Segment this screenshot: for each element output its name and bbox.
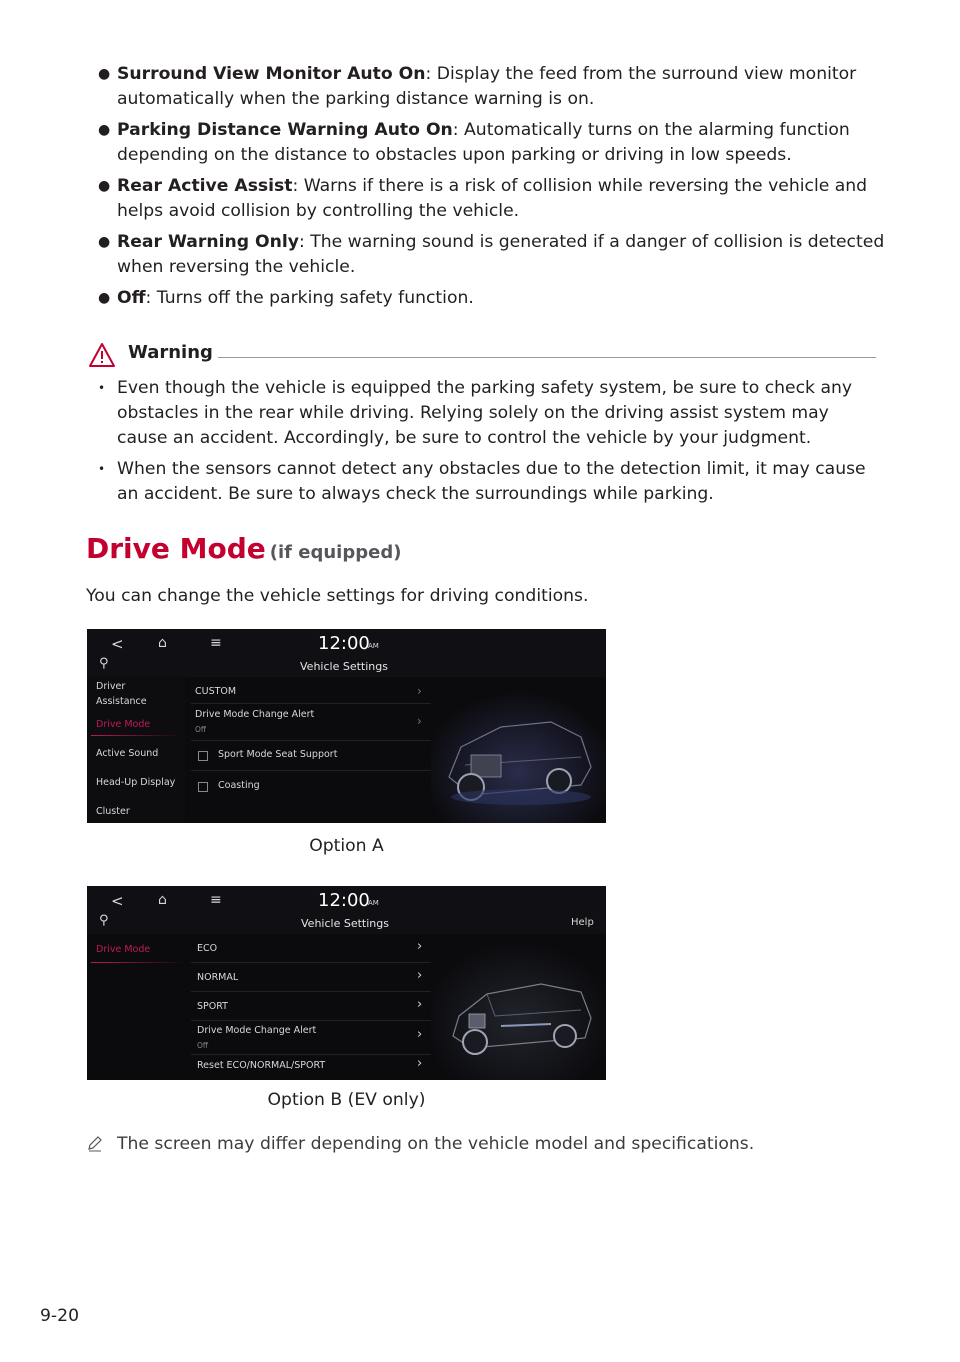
sidebar-item-cluster[interactable]: Cluster [96, 806, 130, 817]
sidebar-item-head-up-display[interactable]: Head-Up Display [96, 777, 176, 788]
clock-ampm: AM [368, 899, 379, 907]
screen-option-a [87, 629, 606, 823]
note: The screen may differ depending on the vehicle model and specifications. [86, 1134, 886, 1154]
list-item: ● Rear Warning Only: The warning sound is generated if a danger of collision is detected when reversing the vehicle. [98, 232, 885, 277]
sidebar-item-drive-mode[interactable]: Drive Mode [96, 944, 151, 955]
clock-time: 12:00 [318, 890, 370, 911]
warning-header [88, 340, 876, 370]
list-item: ● Off: Turns off the parking safety function. [98, 288, 474, 308]
help-button[interactable]: Help [571, 917, 594, 928]
warning-title: Warning [128, 342, 213, 363]
menu-item-drive-mode-change-alert[interactable]: Drive Mode Change Alert [195, 709, 315, 720]
caption-option-b: Option B (EV only) [267, 1090, 426, 1110]
chevron-right-icon: › [417, 997, 423, 1012]
menu-item-drive-mode-change-alert[interactable]: Drive Mode Change Alert [197, 1025, 317, 1036]
drive-mode-change-alert-value: Off [195, 725, 207, 734]
clock-ampm: AM [368, 642, 379, 650]
sidebar-item-driver-assistance[interactable]: Driver [96, 681, 126, 692]
home-icon[interactable]: ⌂ [158, 635, 167, 651]
screen-title: Vehicle Settings [301, 917, 389, 930]
screen-title: Vehicle Settings [300, 660, 388, 673]
menu-item-coasting[interactable]: Coasting [218, 780, 260, 791]
menu-icon[interactable]: ≡ [210, 635, 222, 651]
search-icon[interactable]: ⚲ [99, 656, 109, 671]
warning-divider [218, 357, 876, 358]
back-icon[interactable]: < [111, 635, 124, 653]
section-title: Drive Mode (if equipped) [86, 532, 402, 565]
section-intro: You can change the vehicle settings for driving conditions. [86, 586, 589, 606]
section-subtitle: (if equipped) [269, 542, 402, 563]
sport-mode-seat-support-checkbox[interactable] [198, 751, 208, 761]
coasting-checkbox[interactable] [198, 782, 208, 792]
menu-item-eco[interactable]: ECO [197, 943, 218, 954]
menu-item-sport[interactable]: SPORT [197, 1001, 228, 1012]
sidebar-item-drive-mode[interactable]: Drive Mode [96, 719, 151, 730]
list-item: ● Parking Distance Warning Auto On: Automatically turns on the alarming function depending on the distance to obstacles upon parking or driving in low speeds. [98, 120, 850, 165]
menu-item-normal[interactable]: NORMAL [197, 972, 239, 983]
warning-triangle-icon [88, 342, 116, 368]
page-number: 9-20 [40, 1306, 80, 1326]
menu-icon[interactable]: ≡ [210, 892, 222, 908]
warning-list [92, 376, 882, 513]
menu-item-sport-mode-seat-support[interactable]: Sport Mode Seat Support [218, 749, 338, 760]
chevron-right-icon: › [417, 1056, 423, 1071]
parking-safety-options-list [92, 62, 892, 317]
list-item: • When the sensors cannot detect any obstacles due to the detection limit, it may cause an accident. Be sure to always check the surroundings while parking. [98, 459, 866, 504]
chevron-right-icon: › [417, 968, 423, 983]
home-icon[interactable]: ⌂ [158, 892, 167, 908]
clock-time: 12:00 [318, 633, 370, 654]
list-item: ● Rear Active Assist: Warns if there is a risk of collision while reversing the vehicle and helps avoid collision by controlling the vehicle. [98, 176, 868, 221]
vehicle-chassis-image [431, 677, 606, 823]
list-item: ● Surround View Monitor Auto On: Display the feed from the surround view monitor automatically when the parking distance warning is on. [98, 64, 857, 109]
sidebar-item-active-sound[interactable]: Active Sound [96, 748, 159, 759]
screen-option-b [87, 886, 606, 1080]
search-icon[interactable]: ⚲ [99, 913, 109, 928]
chevron-right-icon: › [417, 939, 423, 954]
chevron-right-icon: › [417, 1027, 423, 1042]
note-pencil-icon [86, 1134, 104, 1152]
caption-option-a: Option A [309, 836, 384, 856]
chevron-right-icon: › [417, 714, 422, 728]
sidebar-item-driver-assistance-line2[interactable]: Assistance [96, 696, 147, 707]
menu-item-custom[interactable]: CUSTOM [195, 686, 237, 697]
menu-item-reset-modes[interactable]: Reset ECO/NORMAL/SPORT [197, 1060, 326, 1071]
drive-mode-change-alert-value: Off [197, 1041, 209, 1050]
vehicle-ev-image [431, 934, 606, 1080]
chevron-right-icon: › [417, 684, 422, 698]
back-icon[interactable]: < [111, 892, 124, 910]
list-item: • Even though the vehicle is equipped the parking safety system, be sure to check any obstacles in the rear while driving. Relying solely on the driving assist system may cause an accident. Accordingly, be sure to control the vehicle by your judgment. [98, 378, 853, 448]
